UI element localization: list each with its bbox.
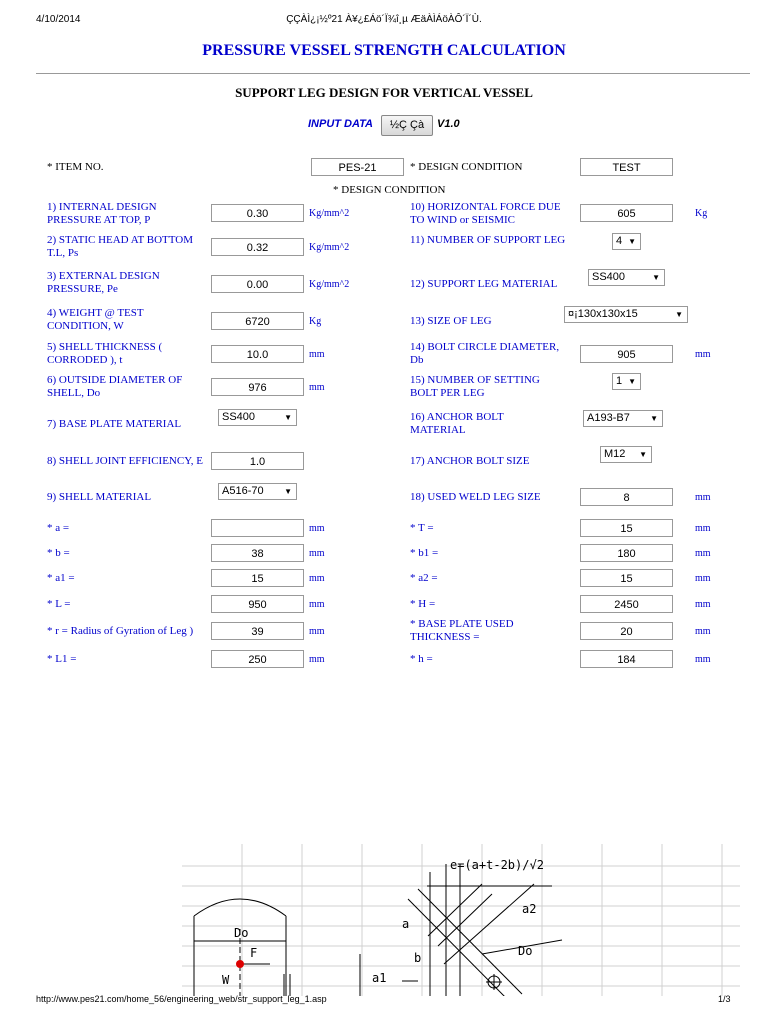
param-a2-input[interactable]: 15 (580, 569, 673, 587)
shell-material-label: 9) SHELL MATERIAL (47, 491, 152, 503)
weight-unit: Kg (309, 316, 322, 327)
outside-diameter-unit: mm (309, 382, 325, 393)
bolts-per-leg-label: 15) NUMBER OF SETTING BOLT PER LEG (410, 374, 540, 399)
shell-material-value: A516-70 (222, 485, 264, 497)
horizontal-force-label: 10) HORIZONTAL FORCE DUE TO WIND or SEISMIC (410, 201, 561, 226)
param-l1-input[interactable]: 250 (211, 650, 304, 668)
chevron-down-icon: ▼ (628, 237, 636, 246)
outside-diameter-label: 6) OUTSIDE DIAMETER OF SHELL, Do (47, 374, 183, 399)
param-l1-unit: mm (309, 654, 325, 665)
number-of-legs-label: 11) NUMBER OF SUPPORT LEG (410, 234, 566, 246)
static-head-unit: Kg/mm^2 (309, 242, 350, 253)
design-condition-input[interactable]: TEST (580, 158, 673, 176)
param-t-input[interactable]: 15 (580, 519, 673, 537)
anchor-bolt-material-value: A193-B7 (587, 412, 630, 424)
dim-a-label: a (402, 917, 410, 931)
force-label: F (250, 946, 258, 960)
horizontal-force-unit: Kg (695, 208, 708, 219)
param-l-input[interactable]: 950 (211, 595, 304, 613)
chevron-down-icon: ▼ (639, 450, 647, 459)
weld-leg-size-label: 18) USED WELD LEG SIZE (410, 491, 541, 503)
param-r-unit: mm (309, 626, 325, 637)
param-b1-label: * b1 = (410, 547, 439, 559)
param-t-label: * T = (410, 522, 434, 534)
base-plate-material-label: 7) BASE PLATE MATERIAL (47, 418, 182, 430)
anchor-bolt-material-select[interactable] (583, 410, 663, 427)
dim-a2-label: a2 (522, 902, 537, 916)
footer-url: http://www.pes21.com/home_56/engineering_web/str_support_leg_1.asp (36, 994, 327, 1004)
weight-label: 4) WEIGHT @ TEST CONDITION, W (47, 307, 144, 332)
chevron-down-icon: ▼ (652, 273, 660, 282)
bolts-per-leg-select[interactable] (612, 373, 641, 390)
param-a1-input[interactable]: 15 (211, 569, 304, 587)
joint-efficiency-input[interactable]: 1.0 (211, 452, 304, 470)
formula-label: e=(a+t-2b)/√2 (450, 858, 544, 872)
leg-material-value: SS400 (592, 271, 626, 283)
page-number: 1/3 (718, 994, 731, 1004)
param-h-unit: mm (695, 599, 711, 610)
leg-material-select[interactable] (588, 269, 665, 286)
print-date: 4/10/2014 (36, 14, 81, 25)
param-r-input[interactable]: 39 (211, 622, 304, 640)
chevron-down-icon: ▼ (284, 413, 292, 422)
base-plate-material-select[interactable] (218, 409, 297, 426)
static-head-input[interactable]: 0.32 (211, 238, 304, 256)
input-data-label: INPUT DATA (308, 118, 373, 130)
param-a1-unit: mm (309, 573, 325, 584)
param-l-unit: mm (309, 599, 325, 610)
design-condition-label: * DESIGN CONDITION (410, 161, 523, 173)
leg-size-select[interactable] (564, 306, 688, 323)
leg-material-label: 12) SUPPORT LEG MATERIAL (410, 278, 558, 290)
page-title: PRESSURE VESSEL STRENGTH CALCULATION (202, 42, 566, 59)
window-title: ÇÇÀÌ¿¡½º21 À¥¿£Áö´Ï¾î¸µ ÆäÀÌÁöÀÔ´Ï´Ù. (286, 14, 482, 25)
do-label: Do (234, 926, 249, 940)
param-small-h-label: * h = (410, 653, 433, 665)
weight-label-drawing: W (222, 973, 230, 987)
load-point (236, 960, 244, 968)
dim-b-label: b (414, 951, 422, 965)
leg-size-value: ¤¡130x130x15 (568, 308, 638, 320)
internal-pressure-label: 1) INTERNAL DESIGN PRESSURE AT TOP, P (47, 201, 157, 226)
param-r-label: * r = Radius of Gyration of Leg ) (47, 625, 194, 637)
leg-size-label: 13) SIZE OF LEG (410, 315, 492, 327)
internal-pressure-input[interactable]: 0.30 (211, 204, 304, 222)
param-l-label: * L = (47, 598, 71, 610)
weld-leg-size-unit: mm (695, 492, 711, 503)
param-a2-label: * a2 = (410, 572, 438, 584)
chevron-down-icon: ▼ (650, 414, 658, 423)
base-plate-thickness-input[interactable]: 20 (580, 622, 673, 640)
param-b-label: * b = (47, 547, 70, 559)
design-condition-heading: * DESIGN CONDITION (333, 184, 446, 196)
bolt-circle-unit: mm (695, 349, 711, 360)
vessel-outline (194, 899, 360, 996)
chevron-down-icon: ▼ (675, 310, 683, 319)
support-leg-drawing (182, 844, 740, 996)
param-h-label: * H = (410, 598, 436, 610)
anchor-bolt-size-label: 17) ANCHOR BOLT SIZE (410, 455, 530, 467)
number-of-legs-select[interactable] (612, 233, 641, 250)
param-h-input[interactable]: 2450 (580, 595, 673, 613)
anchor-bolt-size-value: M12 (604, 448, 626, 460)
base-plate-thickness-unit: mm (695, 626, 711, 637)
shell-material-select[interactable] (218, 483, 297, 500)
shell-thickness-input[interactable]: 10.0 (211, 345, 304, 363)
anchor-bolt-size-select[interactable] (600, 446, 652, 463)
param-b1-unit: mm (695, 548, 711, 559)
param-a-label: * a = (47, 522, 70, 534)
dim-do-label: Do (518, 944, 533, 958)
bolts-per-leg-value: 1 (616, 375, 623, 387)
static-head-label: 2) STATIC HEAD AT BOTTOM T.L, Ps (47, 234, 193, 259)
param-a-input[interactable] (211, 519, 304, 537)
section-title: SUPPORT LEG DESIGN FOR VERTICAL VESSEL (235, 85, 533, 100)
version-label: V1.0 (437, 118, 460, 130)
param-small-h-unit: mm (695, 654, 711, 665)
shell-thickness-label: 5) SHELL THICKNESS ( CORRODED ), t (47, 341, 163, 366)
weld-leg-size-input[interactable]: 8 (580, 488, 673, 506)
bolt-circle-label: 14) BOLT CIRCLE DIAMETER, Db (410, 341, 560, 366)
weight-input[interactable]: 6720 (211, 312, 304, 330)
external-pressure-input[interactable]: 0.00 (211, 275, 304, 293)
item-no-label: * ITEM NO. (47, 161, 104, 173)
divider (36, 73, 750, 74)
param-l1-label: * L1 = (47, 653, 77, 665)
param-b-unit: mm (309, 548, 325, 559)
param-a1-label: * a1 = (47, 572, 75, 584)
base-plate-material-value: SS400 (222, 411, 256, 423)
horizontal-force-input[interactable]: 605 (580, 204, 673, 222)
calculate-button[interactable]: ½Ç Çà (381, 115, 433, 136)
external-pressure-label: 3) EXTERNAL DESIGN PRESSURE, Pe (47, 270, 160, 295)
param-b-input[interactable]: 38 (211, 544, 304, 562)
shell-thickness-unit: mm (309, 349, 325, 360)
internal-pressure-unit: Kg/mm^2 (309, 208, 350, 219)
joint-efficiency-label: 8) SHELL JOINT EFFICIENCY, E (47, 455, 203, 467)
param-b1-input[interactable]: 180 (580, 544, 673, 562)
param-t-unit: mm (695, 523, 711, 534)
number-of-legs-value: 4 (616, 235, 623, 247)
external-pressure-unit: Kg/mm^2 (309, 279, 350, 290)
dim-a1-label: a1 (372, 971, 387, 985)
outside-diameter-input[interactable]: 976 (211, 378, 304, 396)
chevron-down-icon: ▼ (284, 487, 292, 496)
param-small-h-input[interactable]: 184 (580, 650, 673, 668)
chevron-down-icon: ▼ (628, 377, 636, 386)
base-plate-thickness-label: * BASE PLATE USED THICKNESS = (410, 618, 514, 643)
bolt-circle-input[interactable]: 905 (580, 345, 673, 363)
item-no-input[interactable]: PES-21 (311, 158, 404, 176)
param-a2-unit: mm (695, 573, 711, 584)
param-a-unit: mm (309, 523, 325, 534)
anchor-bolt-material-label: 16) ANCHOR BOLT MATERIAL (410, 411, 504, 436)
